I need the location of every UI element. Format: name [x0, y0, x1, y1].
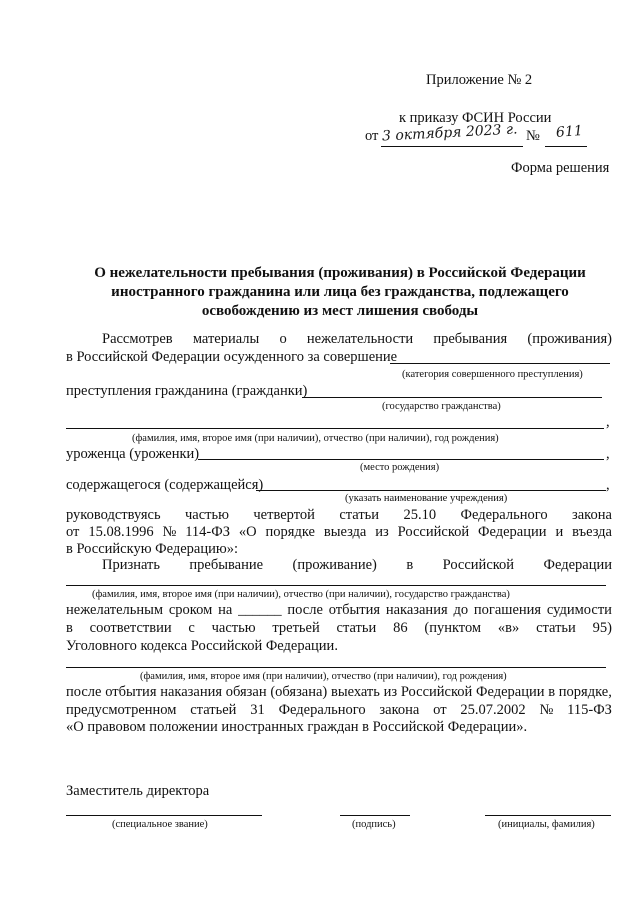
- caption-fio-birth: (фамилия, имя, второе имя (при наличии), отчество (при наличии), год рождения): [132, 433, 499, 444]
- word: 15.08.1996: [88, 524, 154, 540]
- word: (пунктом: [424, 620, 482, 636]
- rank-field[interactable]: [66, 815, 262, 816]
- number-label: №: [526, 128, 540, 144]
- title-line-2: иностранного гражданина или лица без гражданства, подлежащего: [111, 284, 569, 300]
- word: (обязана): [270, 684, 328, 700]
- term-line: [66, 602, 612, 619]
- word: 115-ФЗ: [567, 702, 612, 718]
- caption-signature: (подпись): [352, 819, 396, 830]
- category-field[interactable]: [390, 363, 610, 364]
- word: пребывания: [433, 331, 508, 347]
- word: выезда: [323, 524, 367, 540]
- birthplace-field[interactable]: [198, 459, 604, 460]
- word: и: [555, 524, 564, 540]
- word: «в»: [497, 620, 520, 636]
- obliged-line: [66, 684, 612, 701]
- word: четвертой: [253, 507, 315, 523]
- date-prefix: от: [365, 128, 379, 144]
- para1-line3: преступления гражданина (гражданки): [66, 383, 308, 399]
- caption-rank: (специальное звание): [112, 819, 208, 830]
- word: третьей: [272, 620, 320, 636]
- word: статьи: [536, 620, 576, 636]
- position-label: Заместитель директора: [66, 783, 210, 799]
- word: Федерации: [478, 524, 547, 540]
- number-underline: [545, 146, 587, 147]
- word: до: [453, 602, 469, 618]
- handwritten-date: 3 октября 2023 г.: [381, 121, 518, 145]
- word: отбытия: [328, 602, 380, 618]
- word: статьи: [336, 620, 377, 636]
- citizenship-field[interactable]: [302, 397, 602, 398]
- word: материалы: [192, 331, 260, 347]
- form-label: Форма решения: [511, 160, 610, 176]
- comma: ,: [606, 414, 610, 430]
- held-in-label: содержащегося (содержащейся): [66, 477, 264, 493]
- comma: ,: [606, 446, 610, 462]
- word: «О: [238, 524, 257, 540]
- word: 25.10: [403, 507, 437, 523]
- word: Федерации: [543, 557, 612, 573]
- word: после: [287, 602, 323, 618]
- caption-institution: (указать наименование учреждения): [345, 493, 508, 504]
- law-end: в Российскую Федерацию»:: [66, 541, 238, 557]
- legal-status-line: «О правовом положении иностранных граждан в Российской Федерации».: [66, 719, 528, 735]
- word: на: [218, 602, 233, 618]
- word: предусмотренном: [66, 702, 177, 718]
- word: Российской: [397, 524, 470, 540]
- fio-birth-field[interactable]: [66, 428, 604, 429]
- guided-line: [66, 507, 612, 524]
- law-line: [66, 524, 612, 541]
- word: №: [162, 524, 177, 540]
- caption-category: (категория совершенного преступления): [402, 369, 583, 380]
- caption-fio-birth-2: (фамилия, имя, второе имя (при наличии), отчество (при наличии), год рождения): [140, 671, 507, 682]
- word: судимости: [546, 602, 612, 618]
- para1-line1: [102, 331, 612, 348]
- word: №: [539, 702, 554, 718]
- word: о: [279, 331, 287, 347]
- word: из: [375, 524, 389, 540]
- fio-citizenship-field[interactable]: [66, 585, 606, 586]
- word: от: [66, 524, 80, 540]
- word: руководствуясь: [66, 507, 161, 523]
- word: после: [66, 684, 102, 700]
- word: нежелательности: [306, 331, 414, 347]
- appendix-label: Приложение № 2: [426, 72, 533, 88]
- word: погашения: [473, 602, 542, 618]
- word: Российской: [442, 557, 515, 573]
- word: сроком: [168, 602, 213, 618]
- signature-field[interactable]: [340, 815, 410, 816]
- initials-field[interactable]: [485, 815, 611, 816]
- word: Признать: [102, 557, 160, 573]
- word: частью: [211, 620, 256, 636]
- title-line-1: О нежелательности пребывания (проживания) в Российской Федерации: [94, 265, 586, 281]
- word: 114-ФЗ: [185, 524, 230, 540]
- word: Рассмотрев: [102, 331, 173, 347]
- word: порядке: [265, 524, 315, 540]
- criminal-code-line: Уголовного кодекса Российской Федерации.: [66, 638, 338, 654]
- word: в: [66, 620, 73, 636]
- word: отбытия: [105, 684, 157, 700]
- word: закона: [379, 702, 420, 718]
- word: статьи: [339, 507, 380, 523]
- caption-fio-citizenship: (фамилия, имя, второе имя (при наличии), отчество (при наличии), государство гражданства): [92, 589, 510, 600]
- word: из: [383, 684, 398, 700]
- word: соответствии: [89, 620, 172, 636]
- word: в: [406, 557, 414, 573]
- word: наказания: [160, 684, 223, 700]
- caption-birthplace: (место рождения): [360, 462, 440, 473]
- word: 31: [250, 702, 265, 718]
- native-of-label: уроженца (уроженки): [66, 446, 200, 462]
- institution-field[interactable]: [256, 490, 606, 491]
- handwritten-number: 611: [555, 123, 584, 141]
- word: нежелательным: [66, 602, 164, 618]
- comma: ,: [606, 477, 610, 493]
- word: 86: [393, 620, 408, 636]
- word: от: [433, 702, 447, 718]
- word: (проживания): [527, 331, 612, 347]
- fio-birth-field-2[interactable]: [66, 667, 606, 668]
- word: 95): [592, 620, 612, 636]
- word: Федерального: [278, 702, 366, 718]
- word: в: [548, 684, 556, 700]
- word: порядке,: [558, 684, 612, 700]
- word: 25.07.2002: [460, 702, 526, 718]
- word: обязан: [225, 684, 267, 700]
- term-field[interactable]: ______: [238, 602, 282, 618]
- caption-initials: (инициалы, фамилия): [498, 819, 595, 830]
- recognize-line: [102, 557, 612, 574]
- word: статьей: [190, 702, 237, 718]
- word: закона: [572, 507, 612, 523]
- accordance-line: [66, 620, 612, 637]
- word: наказания: [385, 602, 448, 618]
- date-underline: [381, 146, 523, 147]
- provided-line: [66, 702, 612, 719]
- word: пребывание: [189, 557, 264, 573]
- word: Федерации: [476, 684, 545, 700]
- order-line: к приказу ФСИН России: [399, 110, 552, 126]
- para1-line2: в Российской Федерации осужденного за совершение: [66, 349, 398, 365]
- word: Российской: [400, 684, 473, 700]
- word: выехать: [330, 684, 380, 700]
- word: Федерального: [460, 507, 548, 523]
- word: с: [188, 620, 195, 636]
- word: частью: [185, 507, 229, 523]
- word: (проживание): [292, 557, 377, 573]
- word: въезда: [572, 524, 612, 540]
- title-line-3: освобождению из мест лишения свободы: [201, 303, 479, 319]
- caption-citizenship: (государство гражданства): [382, 401, 501, 412]
